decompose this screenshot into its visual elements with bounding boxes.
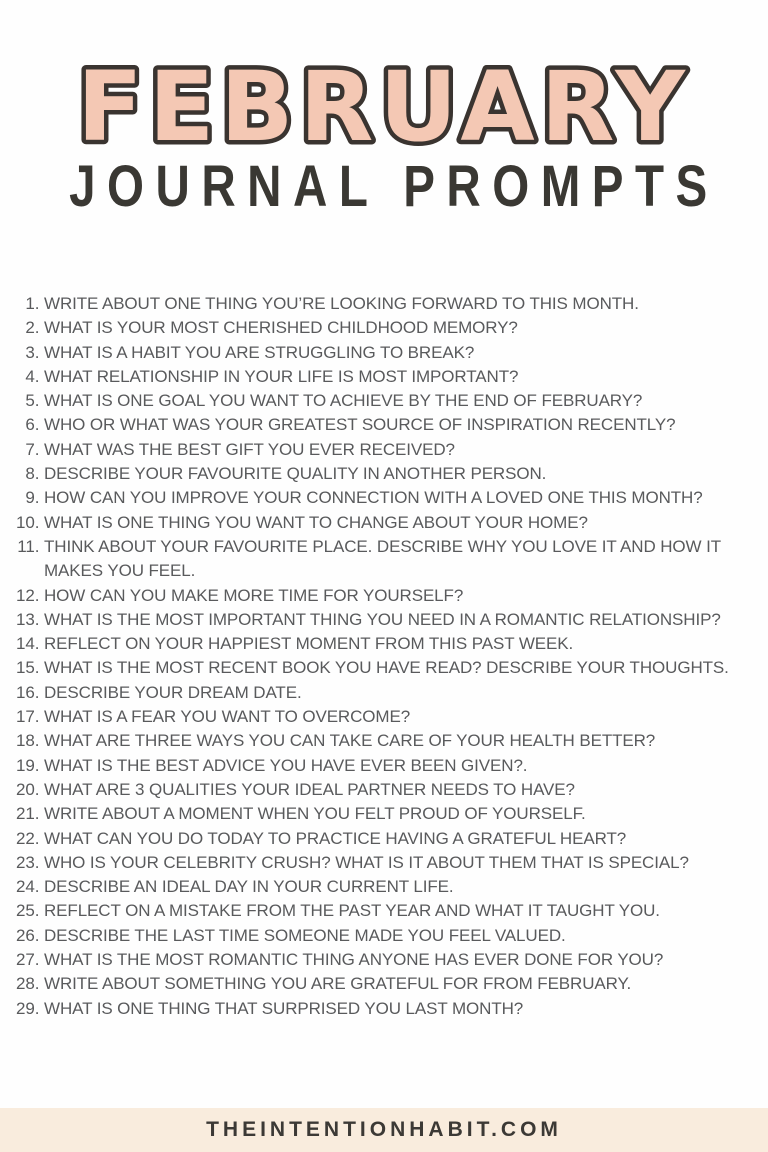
prompt-item: 16. DESCRIBE YOUR DREAM DATE.	[44, 681, 754, 705]
prompt-item: 24. DESCRIBE AN IDEAL DAY IN YOUR CURRENT LIFE.	[44, 875, 754, 899]
prompt-item: 11. THINK ABOUT YOUR FAVOURITE PLACE. DESCRIBE WHY YOU LOVE IT AND HOW IT MAKES YOU FEEL.	[44, 535, 754, 584]
prompt-item: 1. WRITE ABOUT ONE THING YOU’RE LOOKING FORWARD TO THIS MONTH.	[44, 292, 754, 316]
prompt-item: 26. DESCRIBE THE LAST TIME SOMEONE MADE YOU FEEL VALUED.	[44, 924, 754, 948]
footer-band	[0, 1108, 768, 1152]
prompt-item: 22. WHAT CAN YOU DO TODAY TO PRACTICE HAVING A GRATEFUL HEART?	[44, 827, 754, 851]
title-art	[0, 38, 768, 152]
prompt-item: 7. WHAT WAS THE BEST GIFT YOU EVER RECEIVED?	[44, 438, 754, 462]
page-subtitle: JOURNAL PROMPTS	[69, 154, 719, 219]
prompt-item: 2. WHAT IS YOUR MOST CHERISHED CHILDHOOD MEMORY?	[44, 316, 754, 340]
header	[0, 38, 768, 218]
prompt-item: 9. HOW CAN YOU IMPROVE YOUR CONNECTION WITH A LOVED ONE THIS MONTH?	[44, 486, 754, 510]
website-url: THEINTENTIONHABIT.COM	[206, 1118, 562, 1141]
prompt-item: 3. WHAT IS A HABIT YOU ARE STRUGGLING TO BREAK?	[44, 341, 754, 365]
prompt-item: 5. WHAT IS ONE GOAL YOU WANT TO ACHIEVE BY THE END OF FEBRUARY?	[44, 389, 754, 413]
prompt-item: 21. WRITE ABOUT A MOMENT WHEN YOU FELT PROUD OF YOURSELF.	[44, 802, 754, 826]
prompt-item: 17. WHAT IS A FEAR YOU WANT TO OVERCOME?	[44, 705, 754, 729]
prompt-item: 29. WHAT IS ONE THING THAT SURPRISED YOU LAST MONTH?	[44, 997, 754, 1021]
prompt-item: 14. REFLECT ON YOUR HAPPIEST MOMENT FROM THIS PAST WEEK.	[44, 632, 754, 656]
prompt-item: 23. WHO IS YOUR CELEBRITY CRUSH? WHAT IS IT ABOUT THEM THAT IS SPECIAL?	[44, 851, 754, 875]
prompt-item: 19. WHAT IS THE BEST ADVICE YOU HAVE EVER BEEN GIVEN?.	[44, 754, 754, 778]
prompt-item: 6. WHO OR WHAT WAS YOUR GREATEST SOURCE OF INSPIRATION RECENTLY?	[44, 413, 754, 437]
prompt-item: 15. WHAT IS THE MOST RECENT BOOK YOU HAVE READ? DESCRIBE YOUR THOUGHTS.	[44, 656, 754, 680]
page-title: FEBRUARY	[77, 51, 691, 152]
prompt-item: 18. WHAT ARE THREE WAYS YOU CAN TAKE CARE OF YOUR HEALTH BETTER?	[44, 729, 754, 753]
prompt-item: 20. WHAT ARE 3 QUALITIES YOUR IDEAL PARTNER NEEDS TO HAVE?	[44, 778, 754, 802]
prompt-item: 13. WHAT IS THE MOST IMPORTANT THING YOU NEED IN A ROMANTIC RELATIONSHIP?	[44, 608, 754, 632]
prompt-item: 10. WHAT IS ONE THING YOU WANT TO CHANGE ABOUT YOUR HOME?	[44, 511, 754, 535]
prompt-item: 12. HOW CAN YOU MAKE MORE TIME FOR YOURSELF?	[44, 584, 754, 608]
prompt-item: 27. WHAT IS THE MOST ROMANTIC THING ANYONE HAS EVER DONE FOR YOU?	[44, 948, 754, 972]
prompt-item: 28. WRITE ABOUT SOMETHING YOU ARE GRATEFUL FOR FROM FEBRUARY.	[44, 972, 754, 996]
prompts-section	[0, 292, 768, 1021]
prompt-item: 8. DESCRIBE YOUR FAVOURITE QUALITY IN ANOTHER PERSON.	[44, 462, 754, 486]
prompt-item: 25. REFLECT ON A MISTAKE FROM THE PAST YEAR AND WHAT IT TAUGHT YOU.	[44, 899, 754, 923]
prompts-list	[0, 292, 768, 1021]
prompt-item: 4. WHAT RELATIONSHIP IN YOUR LIFE IS MOST IMPORTANT?	[44, 365, 754, 389]
